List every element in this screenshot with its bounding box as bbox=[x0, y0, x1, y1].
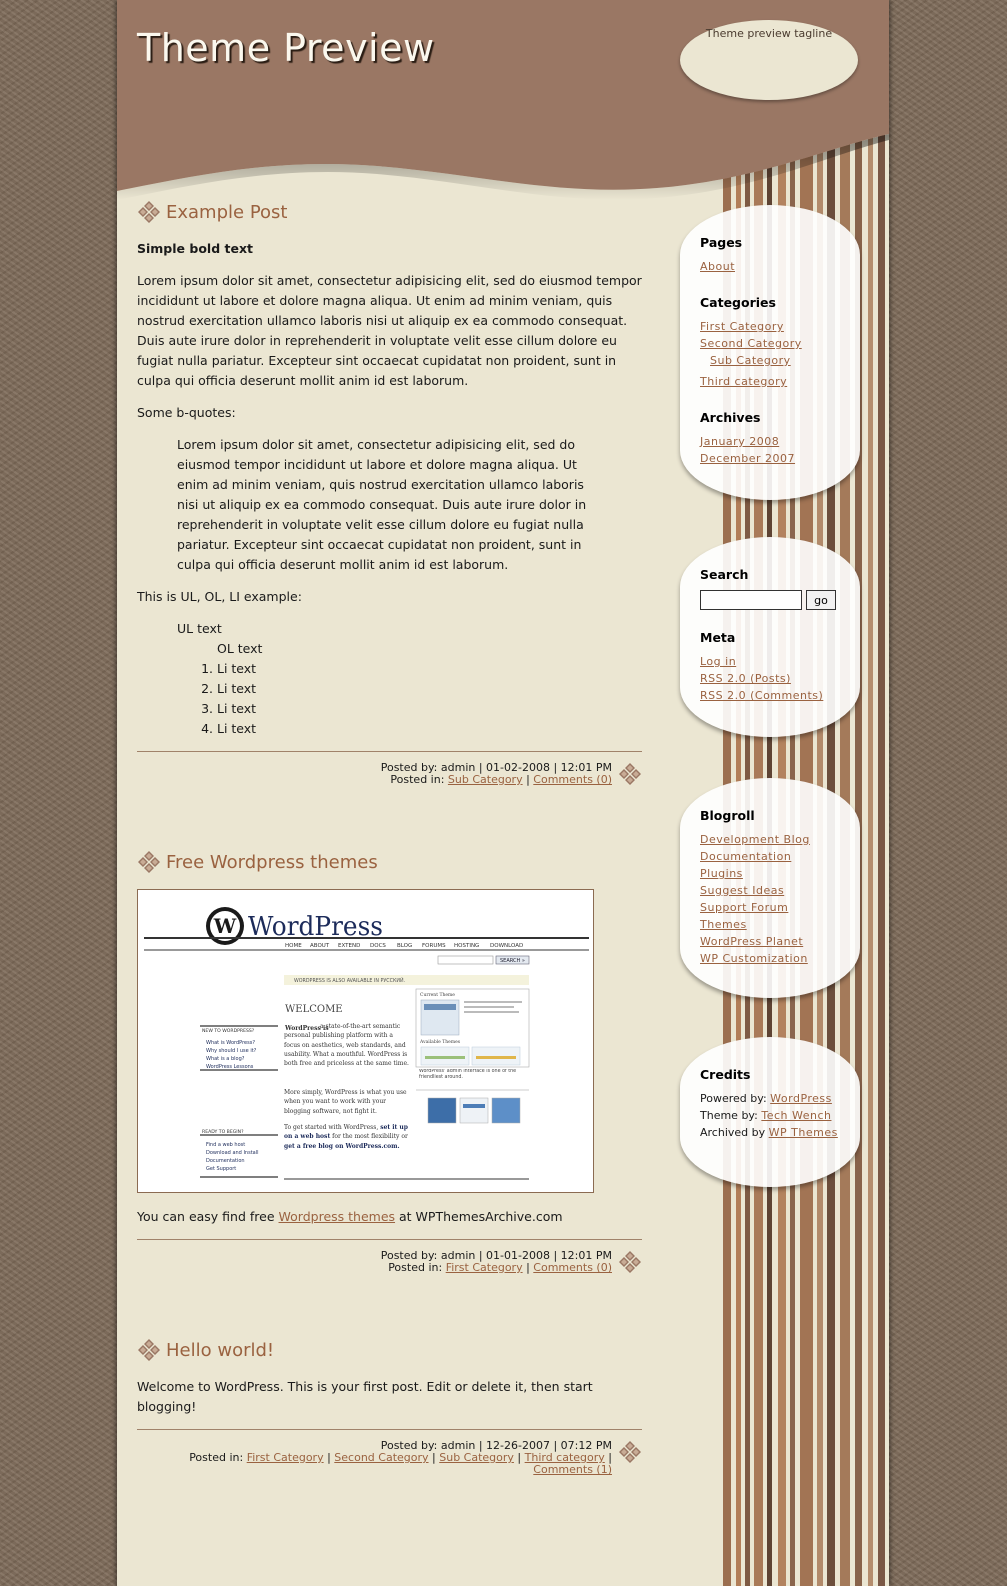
category-link[interactable]: Second Category bbox=[334, 1451, 429, 1464]
ol-title: OL text bbox=[217, 641, 263, 656]
blockquote: Lorem ipsum dolor sit amet, consectetur adipisicing elit, sed do eiusmod tempor incididunt ut labore et dolore magna aliqua. Ut enim ad minim veniam, quis nostrud exercitation ullamco laboris nisi ut aliquip ex ea commodo consequat. Duis aute irure dolor in reprehenderit in voluptate velit esse cillum dolore eu fugiat nulla pariatur. Excepteur sint occaecat cupidatat non proident, sunt in culpa qui officia deserunt mollit anim id est laborum. bbox=[177, 437, 587, 572]
wp-para3-link1: set it up on a web host bbox=[284, 1124, 408, 1141]
post-title-link[interactable]: Example Post bbox=[166, 201, 288, 223]
sidebar-heading: Meta bbox=[700, 630, 736, 645]
post-title bbox=[137, 200, 642, 224]
sidebar-box-blogroll bbox=[680, 778, 860, 998]
posted-in-label: Posted in: bbox=[388, 1261, 443, 1274]
diamonds-icon bbox=[618, 1440, 642, 1464]
credits-wordpress-link[interactable]: WordPress bbox=[770, 1092, 832, 1105]
svg-text:W: W bbox=[213, 914, 237, 938]
paragraph: Lorem ipsum dolor sit amet, consectetur adipisicing elit, sed do eiusmod tempor incididunt ut labore et dolore magna aliqua. Ut enim ad minim veniam, quis nostrud exercitation ullamco laboris nisi ut aliquip ex ea commodo consequat. Duis aute irure dolor in reprehenderit in voluptate velit esse cillum dolore eu fugiat nulla pariatur. Excepteur sint occaecat cupidatat non proident, sunt in culpa qui officia deserunt mollit anim id est laborum. bbox=[137, 273, 642, 388]
wp-new-link: What is WordPress? bbox=[206, 1040, 255, 1046]
posted-by: Posted by: admin | 01-01-2008 | 12:01 PM bbox=[380, 1249, 612, 1262]
sidebar-item-about[interactable]: About bbox=[700, 260, 736, 273]
wp-ready-heading: READY TO BEGIN? bbox=[202, 1130, 244, 1135]
paragraph: Welcome to WordPress. This is your first post. Edit or delete it, then start blogging! bbox=[137, 1379, 593, 1414]
wp-nav-item: DOCS bbox=[370, 943, 386, 949]
wp-ready-link: Documentation bbox=[206, 1158, 245, 1164]
ul-list bbox=[177, 619, 642, 739]
sidebar-item-category[interactable]: Sub Category bbox=[710, 354, 791, 367]
post-meta: Posted by: admin | 12-26-2007 | 07:12 PM Posted in: First Category | Second Category | Sub Category | Third category | Comments (1) bbox=[137, 1429, 642, 1476]
search-go-button[interactable]: go bbox=[806, 590, 836, 610]
sidebar-heading: Pages bbox=[700, 235, 743, 250]
wp-para3-start: To get started with WordPress, bbox=[284, 1124, 379, 1131]
posted-by: Posted by: admin | 12-26-2007 | 07:12 PM bbox=[380, 1439, 612, 1452]
sidebar-item-category[interactable]: First Category bbox=[700, 320, 784, 333]
credits-archive-link[interactable]: WP Themes bbox=[768, 1126, 838, 1139]
post-body bbox=[137, 239, 642, 739]
post-title bbox=[137, 1338, 642, 1362]
list-item: 3. Li text bbox=[217, 699, 642, 719]
post-body bbox=[137, 1377, 642, 1417]
posted-in-label: Posted in: bbox=[390, 773, 445, 786]
wp-intro: a state-of-the-art semantic personal publishing platform with a focus on aesthetics, web standards, and usability. What a mouthful. WordPress is both free and priceless at the same time. bbox=[284, 1023, 409, 1068]
category-link[interactable]: Third category bbox=[524, 1451, 605, 1464]
wp-para3-mid: for the most flexibility or bbox=[332, 1133, 408, 1141]
post-hello-world bbox=[137, 1338, 642, 1476]
comments-link[interactable]: Comments (1) bbox=[533, 1463, 612, 1476]
paragraph: You can easy find free Wordpress themes at WPThemesArchive.com bbox=[137, 1209, 563, 1224]
post-body bbox=[137, 889, 642, 1227]
wordpress-screenshot-image bbox=[138, 890, 594, 1193]
site-title[interactable]: Theme Preview bbox=[137, 26, 435, 70]
credits-label: Theme by: bbox=[700, 1109, 758, 1122]
blogroll-link[interactable]: WordPress Planet bbox=[700, 935, 804, 948]
sidebar-item-category[interactable]: Third category bbox=[700, 375, 788, 388]
wp-nav-item: DOWNLOAD bbox=[490, 943, 524, 949]
comments-link[interactable]: Comments (0) bbox=[533, 773, 612, 786]
credits-label: Powered by: bbox=[700, 1092, 767, 1105]
category-link[interactable]: First Category bbox=[246, 1451, 324, 1464]
meta-rss-posts-link[interactable]: RSS 2.0 (Posts) bbox=[700, 672, 791, 685]
diamonds-icon bbox=[137, 1338, 161, 1362]
list-item: 2. Li text bbox=[217, 679, 642, 699]
blogroll-link[interactable]: Themes bbox=[700, 918, 747, 931]
category-link[interactable]: Sub Category bbox=[447, 773, 523, 786]
diamonds-icon bbox=[618, 762, 642, 786]
wp-nav-item: FORUMS bbox=[422, 943, 446, 949]
page-container bbox=[117, 0, 889, 1586]
blogroll-link[interactable]: Development Blog bbox=[700, 833, 810, 846]
blogroll-link[interactable]: Documentation bbox=[700, 850, 792, 863]
comments-link[interactable]: Comments (0) bbox=[533, 1261, 612, 1274]
post-title-link[interactable]: Free Wordpress themes bbox=[166, 851, 378, 873]
wp-search-button: SEARCH » bbox=[500, 958, 525, 964]
wp-nav-item: HOSTING bbox=[454, 943, 480, 949]
diamonds-icon bbox=[137, 200, 161, 224]
wp-welcome: WELCOME bbox=[285, 1004, 343, 1015]
wp-new-link: Why should I use it? bbox=[206, 1048, 257, 1054]
wp-available-themes: Available Themes bbox=[420, 1040, 461, 1045]
sidebar-heading: Credits bbox=[700, 1067, 751, 1082]
list-item: 4. Li text bbox=[217, 719, 642, 739]
search-input[interactable] bbox=[700, 590, 802, 610]
post-title-link[interactable]: Hello world! bbox=[166, 1339, 275, 1361]
ol-list bbox=[217, 659, 642, 739]
category-link[interactable]: Sub Category bbox=[439, 1451, 514, 1464]
list-intro: This is UL, OL, LI example: bbox=[137, 589, 302, 604]
wp-caption: WordPress' admin interface is one of the friendliest around. bbox=[419, 1069, 517, 1080]
diamonds-icon bbox=[137, 850, 161, 874]
wp-para2: More simply, WordPress is what you use when you want to work with your blogging software, not fight it. bbox=[284, 1089, 407, 1115]
blogroll-link[interactable]: Plugins bbox=[700, 867, 743, 880]
sidebar-item-archive[interactable]: January 2008 bbox=[700, 435, 780, 448]
wp-notice: WORDPRESS IS ALSO AVAILABLE IN РУССКИЙ. bbox=[294, 979, 406, 984]
sidebar-heading: Search bbox=[700, 567, 749, 582]
sidebar-box-pages bbox=[680, 205, 860, 500]
post-example bbox=[137, 200, 642, 786]
post-meta: Posted by: admin | 01-02-2008 | 12:01 PM Posted in: Sub Category | Comments (0) bbox=[137, 751, 642, 786]
search-form bbox=[700, 590, 840, 610]
wp-nav-item: ABOUT bbox=[310, 943, 330, 949]
wp-new-link: What is a blog? bbox=[206, 1056, 245, 1062]
content-column bbox=[137, 200, 642, 1476]
sidebar-box-search-meta bbox=[680, 537, 860, 737]
credits-label: Archived by bbox=[700, 1126, 766, 1139]
ul-item: UL text OL text 1. Li text 2. Li text 3. Li text 4. Li text bbox=[177, 619, 642, 739]
sidebar-heading: Categories bbox=[700, 295, 776, 310]
wp-ready-link: Find a web host bbox=[206, 1142, 246, 1148]
wp-para3-link2: get a free blog on WordPress.com. bbox=[284, 1142, 400, 1150]
wp-nav-item: HOME bbox=[285, 943, 302, 949]
wp-ready-link: Download and Install bbox=[206, 1150, 259, 1156]
blogroll-link[interactable]: WP Customization bbox=[700, 952, 808, 965]
blogroll-link[interactable]: Support Forum bbox=[700, 901, 789, 914]
posted-in-label: Posted in: bbox=[189, 1451, 244, 1464]
site-tagline: Theme preview tagline bbox=[705, 27, 833, 40]
wp-nav-item: BLOG bbox=[397, 943, 413, 949]
wordpress-themes-link[interactable]: Wordpress themes bbox=[278, 1209, 396, 1224]
blogroll-link[interactable]: Suggest Ideas bbox=[700, 884, 785, 897]
wp-nav-item: EXTEND bbox=[338, 943, 361, 949]
wordpress-screenshot[interactable] bbox=[137, 889, 594, 1193]
wp-new-link: WordPress Lessons bbox=[206, 1064, 254, 1070]
wp-logo-text: WordPress bbox=[248, 912, 383, 942]
wp-current-theme: Current Theme bbox=[420, 993, 455, 998]
list-item: 1. Li text bbox=[217, 659, 642, 679]
post-title bbox=[137, 850, 642, 874]
credits-theme-author-link[interactable]: Tech Wench bbox=[761, 1109, 832, 1122]
posted-by: Posted by: admin | 01-02-2008 | 12:01 PM bbox=[380, 761, 612, 774]
wp-ready-link: Get Support bbox=[206, 1166, 237, 1172]
sidebar-box-credits bbox=[680, 1037, 860, 1187]
category-link[interactable]: First Category bbox=[445, 1261, 523, 1274]
post-meta: Posted by: admin | 01-01-2008 | 12:01 PM Posted in: First Category | Comments (0) bbox=[137, 1239, 642, 1274]
meta-login-link[interactable]: Log in bbox=[700, 655, 737, 668]
sidebar-heading: Blogroll bbox=[700, 808, 755, 823]
post-free-themes bbox=[137, 850, 642, 1274]
bold-text: Simple bold text bbox=[137, 241, 253, 256]
sidebar-item-category[interactable]: Second Category bbox=[700, 337, 802, 350]
diamonds-icon bbox=[618, 1250, 642, 1274]
sidebar-heading: Archives bbox=[700, 410, 761, 425]
wp-intro-bold: WordPress is bbox=[285, 1025, 329, 1032]
sidebar-item-archive[interactable]: December 2007 bbox=[700, 452, 796, 465]
wp-new-heading: NEW TO WORDPRESS? bbox=[202, 1029, 255, 1034]
meta-rss-comments-link[interactable]: RSS 2.0 (Comments) bbox=[700, 689, 824, 702]
bquote-intro: Some b-quotes: bbox=[137, 405, 236, 420]
tagline-oval bbox=[680, 20, 858, 100]
